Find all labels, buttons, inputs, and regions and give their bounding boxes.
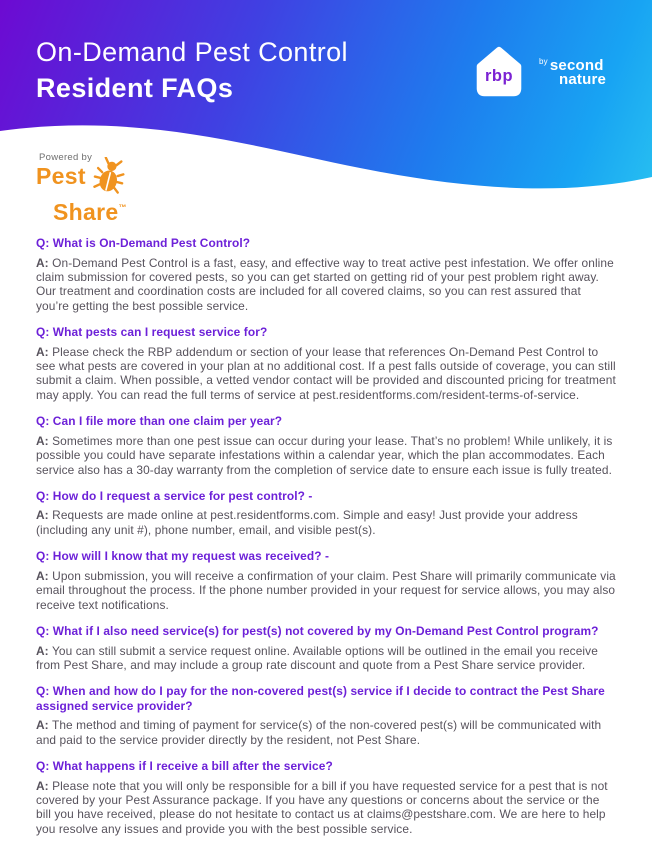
faq-question: Q: How do I request a service for pest control? - — [36, 488, 313, 503]
faq-question: Q: What if I also need service(s) for pest(s) not covered by my On-Demand Pest Control program? — [36, 624, 599, 638]
faq-item — [36, 489, 616, 537]
faq-answer: A: The method and timing of payment for service(s) of the non-covered pest(s) will be communicated with and paid to the service provider directly by the resident, not Pest Share. — [36, 718, 602, 747]
faq-item — [36, 684, 616, 747]
rbp-house-icon — [468, 42, 530, 104]
nature-label: nature — [559, 71, 607, 88]
faq-answer: A: Sometimes more than one pest issue can occur during your lease. That’s no problem! While unlikely, it is possible you could have separate infestations within a calendar year, which the plan accommodates. Each service also has a 30-day warranty from the completion of service date to ensure each issue is fully treated. — [36, 433, 613, 477]
page-title — [36, 36, 348, 105]
page-title-line2: Resident FAQs — [36, 73, 234, 103]
faq-question: Q: What is On-Demand Pest Control? — [36, 236, 251, 250]
rbp-logo-text: rbp — [485, 66, 513, 85]
faq-question: Q: Can I file more than one claim per year? — [36, 414, 283, 429]
faq-item — [36, 236, 616, 313]
faq-list — [0, 236, 652, 836]
faq-answer: A: Requests are made online at pest.residentforms.com. Simple and easy! Just provide your address (including any unit #), phone number, email, and visible pest(s). — [36, 508, 578, 537]
faq-question: Q: When and how do I pay for the non-covered pest(s) service if I decide to contract the Pest Share assigned service provider? — [36, 684, 605, 713]
faq-item — [36, 624, 616, 672]
second-nature-wordmark — [539, 55, 606, 87]
bug-icon — [93, 157, 125, 199]
share-label: Share™ — [53, 199, 127, 225]
faq-item — [36, 414, 616, 477]
faq-answer: A: Upon submission, you will receive a confirmation of your claim. Pest Share will primarily communicate via email throughout the process. If the phone number provided in your request for service allows, you may also receive text notifications. — [36, 568, 616, 612]
faq-question: Q: What pests can I request service for? — [36, 325, 268, 340]
by-label: by — [539, 57, 548, 66]
trademark-symbol: ™ — [118, 203, 127, 212]
faq-answer: A: Please note that you will only be responsible for a bill if you have requested service for a pest that is not covered by your Pest Assurance package. If you have any questions or concerns about the service or the bill you have received, please do not hesitate to contact us at claims@pestshare.com. We are here to help you resolve any issues and provide you with the best possible service. — [36, 778, 608, 836]
second-label: second — [549, 57, 604, 74]
faq-answer: A: On-Demand Pest Control is a fast, easy, and effective way to treat active pest infestation. We offer online claim submission for covered pests, so you can get started on getting rid of your pest problem right away. Our treatment and coordination costs are included for all covered claims, so you can rest assured that you’re getting the best possible service. — [36, 255, 614, 313]
pest-label: Pest — [36, 163, 86, 189]
rbp-logo — [468, 42, 606, 104]
header — [0, 0, 652, 224]
faq-item — [36, 759, 616, 836]
faq-answer: A: Please check the RBP addendum or section of your lease that references On-Demand Pest Control to see what pests are covered in your plan at no additional cost. If a pest falls outside of coverage, you can still submit a claim. When possible, a vetted vendor contact will be provided and discounted pricing for treatment may apply. You can read the full terms of service at pest.residentforms.com/resident-terms-of-service. — [36, 344, 616, 402]
powered-by-label: Powered by — [39, 152, 93, 163]
faq-answer: A: You can still submit a service request online. Available options will be outlined in the email you receive from Pest Share, and may include a group rate discount and quote from a Pest Share service provider. — [36, 643, 598, 672]
faq-question: Q: What happens if I receive a bill after the service? — [36, 759, 333, 774]
page-title-line1: On-Demand Pest Control — [36, 37, 348, 67]
faq-item — [36, 549, 616, 612]
faq-question: Q: How will I know that my request was received? - — [36, 549, 330, 564]
pestshare-logo — [36, 152, 127, 223]
faq-item — [36, 325, 616, 402]
